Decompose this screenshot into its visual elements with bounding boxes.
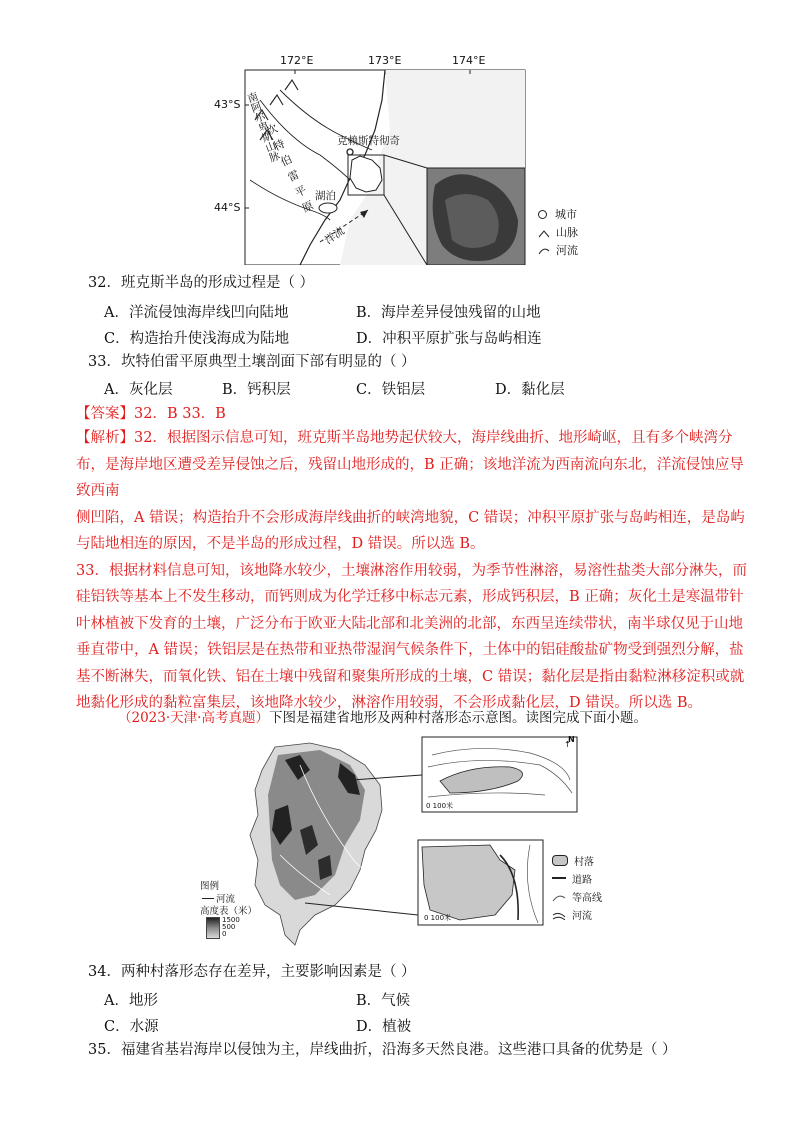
north-arrow-icon: N bbox=[568, 735, 575, 744]
analysis-line-8: 叶林植被下发育的土壤，广泛分布于欧亚大陆北部和北美洲的北部，东西呈连续带状，南半球仅见于山地 bbox=[76, 615, 743, 632]
answer-line bbox=[76, 404, 226, 424]
question-32-option-b[interactable]: B．海岸差异侵蚀残留的山地 bbox=[356, 305, 541, 321]
intro-source: （2023·天津·高考真题） bbox=[118, 710, 269, 726]
question-35-stem: 35．福建省基岩海岸以侵蚀为主，岸线曲折，沿海多天然良港。这些港口具备的优势是（ ） bbox=[88, 1042, 677, 1058]
question-34-option-b[interactable]: B．气候 bbox=[356, 993, 411, 1009]
legend-item-mountain: 山脉 bbox=[538, 223, 618, 241]
lon-label-173: 173°E bbox=[368, 54, 402, 67]
legend-item-village: 村落 bbox=[552, 851, 602, 869]
lower-inset-scale: 0 100米 bbox=[424, 914, 452, 922]
river-icon bbox=[552, 905, 566, 924]
lat-label-43: 43°S bbox=[214, 98, 241, 111]
answer-tag: 【答案】 bbox=[76, 406, 134, 422]
analysis-tag: 【解析】 bbox=[76, 430, 134, 446]
analysis-line-4: 侧凹陷，A 错误；构造抬升不会形成海岸线曲折的峡湾地貌，C 错误；冲积平原扩张与岛屿相连，是岛屿 bbox=[76, 509, 745, 526]
analysis-line-6: 33．根据材料信息可知，该地降水较少，土壤淋溶作用较弱，为季节性淋溶，易溶性盐类大部分淋失，而 bbox=[76, 562, 747, 579]
river-icon bbox=[538, 241, 550, 260]
analysis-line-2: 布，是海岸地区遭受差异侵蚀之后，残留山地形成的，B 正确；该地洋流为西南流向东北，洋流侵蚀应导 bbox=[76, 456, 744, 473]
figure-canterbury-map bbox=[200, 54, 620, 265]
question-33-option-c[interactable]: C．铁铝层 bbox=[356, 382, 426, 398]
label-lake: 湖泊 bbox=[315, 190, 336, 202]
city-marker-icon bbox=[538, 210, 547, 219]
answer-text: 32．B 33．B bbox=[134, 406, 226, 422]
label-plain: 坎特伯雷平原 bbox=[263, 121, 318, 220]
svg-text:↑: ↑ bbox=[564, 740, 571, 749]
lon-label-174: 174°E bbox=[452, 54, 486, 67]
legend-item-village-river: 河流 bbox=[552, 905, 602, 923]
road-icon bbox=[552, 877, 566, 879]
contour-icon bbox=[552, 887, 566, 906]
elevation-gradient-swatch bbox=[206, 917, 220, 939]
legend-item-river: 河流 bbox=[538, 241, 618, 259]
question-33-option-a[interactable]: A．灰化层 bbox=[104, 382, 173, 398]
analysis-block bbox=[76, 425, 747, 717]
analysis-line-7: 硅铝铁等基本上不发生移动，而钙则成为化学迁移中标志元素，形成钙积层，B 正确；灰化土是寒温带针 bbox=[76, 589, 744, 605]
village-legend bbox=[552, 851, 602, 923]
elevation-scale: 1500 500 0 bbox=[206, 917, 240, 939]
question-34-stem: 34．两种村落形态存在差异，主要影响因素是（ ） bbox=[88, 964, 416, 980]
analysis-line-5: 与陆地相连的原因，不是半岛的形成过程，D 错误。所以选 B。 bbox=[76, 536, 485, 552]
intro-text: 下图是福建省地形及两种村落形态示意图。读图完成下面小题。 bbox=[268, 710, 647, 726]
river-line-icon bbox=[202, 898, 214, 899]
legend-item-city: 城市 bbox=[538, 205, 618, 223]
question-32-option-d[interactable]: D．冲积平原扩张与岛屿相连 bbox=[356, 331, 542, 347]
label-mountains: 南阿尔卑斯山脉 bbox=[244, 90, 282, 164]
question-34-option-d[interactable]: D．植被 bbox=[356, 1019, 412, 1035]
figure-fujian-map bbox=[200, 735, 620, 950]
question-33-option-b[interactable]: B．钙积层 bbox=[222, 382, 291, 398]
question-32-option-a[interactable]: A．洋流侵蚀海岸线凹向陆地 bbox=[104, 305, 289, 321]
analysis-line-10: 基不断淋失，而氧化铁、铝在土壤中残留和聚集所形成的土壤，C 错误；黏化层是指由黏粒淋移淀积或就 bbox=[76, 668, 745, 685]
analysis-line-1: 【解析】32．根据图示信息可知，班克斯半岛地势起伏较大，海岸线曲折、地形崎岖，且有多个峡湾分 bbox=[76, 430, 733, 446]
label-current: 洋流 bbox=[322, 224, 347, 247]
upper-inset-scale: 0 100米 bbox=[426, 802, 454, 810]
mountain-icon bbox=[538, 223, 550, 242]
question-33-option-d[interactable]: D．黏化层 bbox=[495, 382, 565, 398]
legend-item-road: 道路 bbox=[552, 869, 602, 887]
question-32-stem: 32．班克斯半岛的形成过程是（ ） bbox=[88, 275, 315, 291]
question-34-option-a[interactable]: A．地形 bbox=[104, 993, 158, 1009]
label-city: 克赖斯特彻奇 bbox=[337, 135, 400, 147]
question-34-option-c[interactable]: C．水源 bbox=[104, 1019, 159, 1035]
question-33-stem: 33．坎特伯雷平原典型土壤剖面下部有明显的（ ） bbox=[88, 354, 416, 370]
village-icon bbox=[552, 855, 568, 866]
analysis-line-11: 地黏化形成的黏粒富集层，该地降水较少，淋溶作用较弱，不会形成黏化层，D 错误。所以选 B。 bbox=[76, 695, 702, 711]
lon-label-172: 172°E bbox=[280, 54, 314, 67]
analysis-line-3: 致西南 bbox=[76, 483, 120, 499]
lat-label-44: 44°S bbox=[214, 201, 241, 214]
fujian-legend-river: 河流 bbox=[202, 891, 235, 905]
analysis-line-9: 垂直带中，A 错误；铁铝层是在热带和亚热带湿润气候条件下，土体中的铝硅酸盐矿物受到强烈分解，盐 bbox=[76, 642, 744, 658]
fujian-legend-title: 图例 bbox=[200, 881, 220, 892]
map1-legend bbox=[538, 205, 618, 259]
elevation-scale-title: 高度表（米） bbox=[200, 906, 258, 917]
intro-line bbox=[118, 708, 647, 728]
legend-item-contour: 等高线 bbox=[552, 887, 602, 905]
question-32-option-c[interactable]: C．构造抬升使浅海成为陆地 bbox=[104, 331, 290, 347]
